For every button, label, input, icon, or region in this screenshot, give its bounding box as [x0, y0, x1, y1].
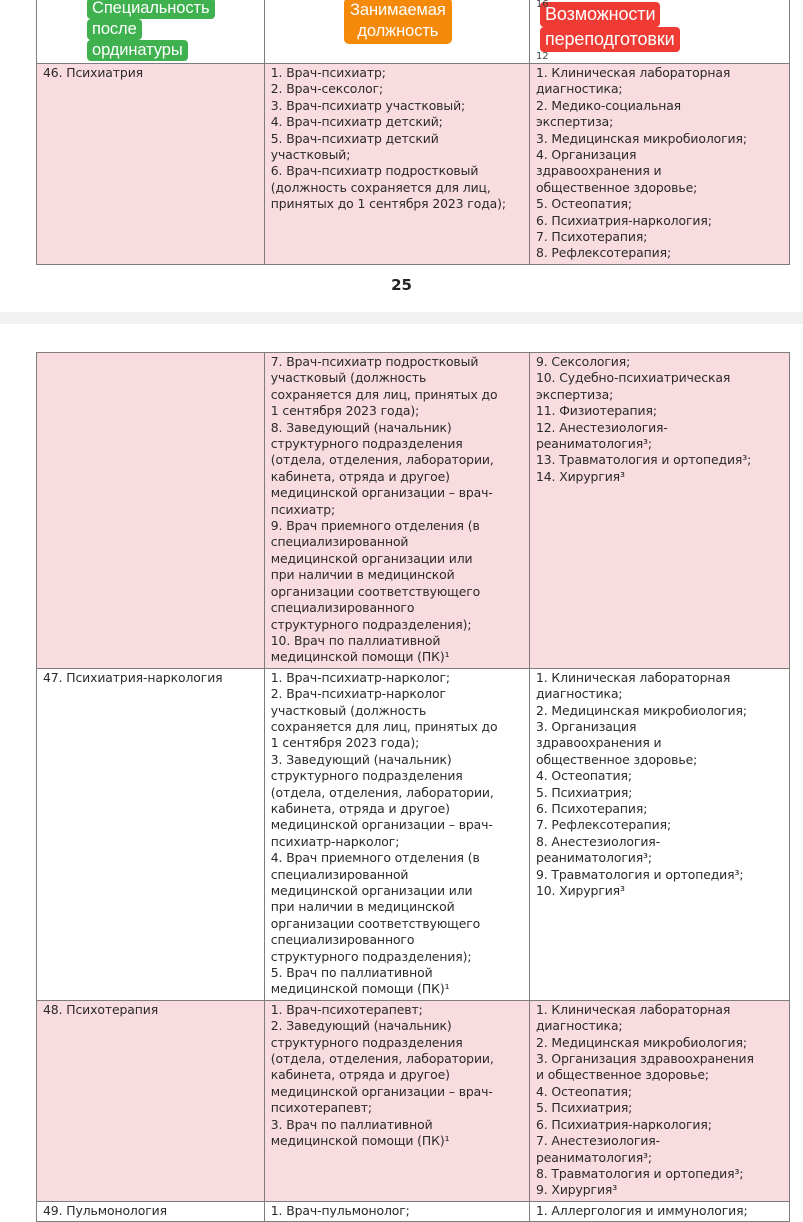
- table-row: [37, 668, 790, 1000]
- document-page-26: [0, 324, 803, 1218]
- header-position: Занимаемая должность: [264, 0, 529, 64]
- retraining-cell: 1. Клиническая лабораторная диагностика; 2. Медицинская микробиология; 3. Организация здравоохранения и общественное здоровье; 4. Остеопатия; 5. Психиатрия; 6. Психотерапия; 7. Рефлексотерапия; 8. Анестезиология- реаниматология³; 9. Травматология и ортопедия³; 10. Хирургия³: [529, 668, 789, 1000]
- table-row: [37, 1201, 790, 1221]
- table-row: [37, 64, 790, 265]
- retraining-cell: 1. Клиническая лабораторная диагностика; 2. Медицинская микробиология; 3. Организация здравоохранения и общественное здоровье; 4. Остеопатия; 5. Психиатрия; 6. Психиатрия-наркология; 7. Анестезиология- реаниматология³; 8. Травматология и ортопедия³; 9. Хирургия³: [529, 1000, 789, 1201]
- retraining-cell: 9. Сексология; 10. Судебно-психиатрическая экспертиза; 11. Физиотерапия; 12. Анестезиология- реаниматология³; 13. Травматология и ортопедия³; 14. Хирургия³: [529, 353, 789, 669]
- specialty-cell: 48. Психотерапия: [37, 1000, 265, 1201]
- specialty-tag: Специальность: [87, 0, 215, 19]
- position-tag: Занимаемая: [350, 1, 446, 19]
- positions-cell: 1. Врач-психиатр; 2. Врач-сексолог; 3. Врач-психиатр участковый; 4. Врач-психиатр детский; 5. Врач-психиатр детский участковый; 6. Врач-психиатр подростковый (должность сохраняется для лиц, принятых до 1 сентября 2023 года);: [264, 64, 529, 265]
- specialty-cell: 47. Психиатрия-наркология: [37, 668, 265, 1000]
- specialty-cell: 49. Пульмонология: [37, 1201, 265, 1221]
- document-page-25: [0, 0, 803, 312]
- retraining-cell: 1. Клиническая лабораторная диагностика; 2. Медико-социальная экспертиза; 3. Медицинская микробиология; 4. Организация здравоохранения и общественное здоровье; 5. Остеопатия; 6. Психиатрия-наркология; 7. Психотерапия; 8. Рефлексотерапия;: [529, 64, 789, 265]
- table-row: [37, 353, 790, 669]
- positions-cell: 7. Врач-психиатр подростковый участковый (должность сохраняется для лиц, принятых до 1 сентября 2023 года); 8. Заведующий (начальник) структурного подразделения (отдела, отделения, лаборатории, кабинета, отряда и другое) медицинской организации – врач- психиатр; 9. Врач приемного отделения (в специализированной медицинской организации или при наличии в медицинской организации соответствующего специализированного структурного подразделения); 10. Врач по паллиативной медицинской помощи (ПК)¹: [264, 353, 529, 669]
- table-header-row: [37, 0, 790, 64]
- header-specialty: Специальность после ординатуры: [37, 0, 265, 64]
- specialty-cell: [37, 353, 265, 669]
- positions-cell: 1. Врач-психотерапевт; 2. Заведующий (начальник) структурного подразделения (отдела, отделения, лаборатории, кабинета, отряда и другое) медицинской организации – врач- психотерапевт; 3. Врач по паллиативной медицинской помощи (ПК)¹: [264, 1000, 529, 1201]
- page-separator: [0, 312, 803, 324]
- positions-cell: 1. Врач-пульмонолог;: [264, 1201, 529, 1221]
- retraining-cell: 1. Аллергология и иммунология;: [529, 1201, 789, 1221]
- retraining-tag: Возможности: [540, 2, 660, 27]
- table-row: [37, 1000, 790, 1201]
- retraining-table-part-2: [36, 352, 790, 1222]
- positions-cell: 1. Врач-психиатр-нарколог; 2. Врач-психиатр-нарколог участковый (должность сохраняется для лиц, принятых до 1 сентября 2023 года); 3. Заведующий (начальник) структурного подразделения (отдела, отделения, лаборатории, кабинета, отряда и другое) медицинской организации – врач- психиатр-нарколог; 4. Врач приемного отделения (в специализированной медицинской организации или при наличии в медицинской организации соответствующего специализированного структурного подразделения); 5. Врач по паллиативной медицинской помощи (ПК)¹: [264, 668, 529, 1000]
- specialty-cell: 46. Психиатрия: [37, 64, 265, 265]
- retraining-table-part-1: [36, 0, 790, 265]
- page-number: 25: [391, 276, 412, 294]
- header-retraining: 16 Возможности переподготовки 12: [529, 0, 789, 64]
